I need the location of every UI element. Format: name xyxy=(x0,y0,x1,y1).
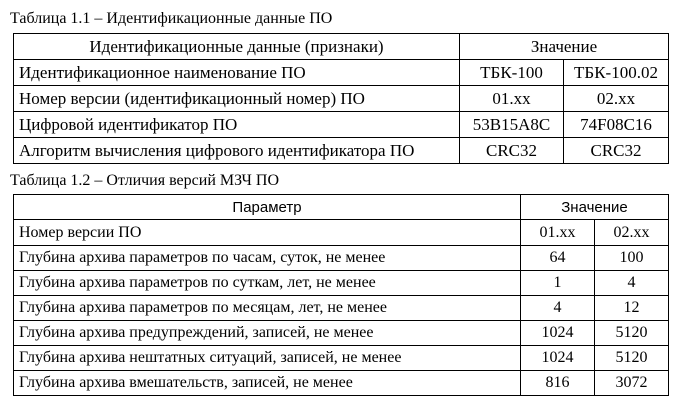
table-row xyxy=(14,112,669,138)
row-value-1: CRC32 xyxy=(460,138,564,164)
row-value-2: 100 xyxy=(595,246,669,271)
table-row xyxy=(14,138,669,164)
software-identification-table xyxy=(13,33,669,164)
table-row xyxy=(14,296,669,321)
row-label: Глубина архива нештатных ситуаций, записей, не менее xyxy=(14,346,521,371)
row-label: Глубина архива вмешательств, записей, не менее xyxy=(14,371,521,396)
row-value-2: 12 xyxy=(595,296,669,321)
row-value-2: ТБК-100.02 xyxy=(564,60,669,86)
table2-caption: Таблица 1.2 – Отличия версий МЗЧ ПО xyxy=(10,172,280,189)
row-value-2: 74F08C16 xyxy=(564,112,669,138)
row-value-1: ТБК-100 xyxy=(460,60,564,86)
table-row xyxy=(14,86,669,112)
table-row xyxy=(14,271,669,296)
header-cell-attributes: Идентификационные данные (признаки) xyxy=(14,34,460,60)
table-header-row xyxy=(14,34,669,60)
row-value-2: 3072 xyxy=(595,371,669,396)
table-row xyxy=(14,220,669,246)
table-row xyxy=(14,60,669,86)
firmware-version-differences-table xyxy=(13,194,669,396)
row-label: Алгоритм вычисления цифрового идентификатора ПО xyxy=(14,138,460,164)
table-row xyxy=(14,321,669,346)
row-value-2: CRC32 xyxy=(564,138,669,164)
row-value-2: 5120 xyxy=(595,321,669,346)
row-value-1: 4 xyxy=(521,296,595,321)
table1-caption: Таблица 1.1 – Идентификационные данные ПО xyxy=(10,10,333,27)
row-value-1: 01.xx xyxy=(460,86,564,112)
header-cell-value: Значение xyxy=(460,34,669,60)
row-value-1: 64 xyxy=(521,246,595,271)
table-row xyxy=(14,246,669,271)
row-label: Глубина архива параметров по суткам, лет, не менее xyxy=(14,271,521,296)
row-label: Глубина архива предупреждений, записей, не менее xyxy=(14,321,521,346)
row-value-1: 1024 xyxy=(521,321,595,346)
row-value-1: 53B15A8C xyxy=(460,112,564,138)
row-label: Цифровой идентификатор ПО xyxy=(14,112,460,138)
row-label: Глубина архива параметров по часам, суток, не менее xyxy=(14,246,521,271)
table-header-row xyxy=(14,195,669,220)
table-row xyxy=(14,346,669,371)
row-label: Номер версии ПО xyxy=(14,220,521,246)
row-value-2: 4 xyxy=(595,271,669,296)
row-value-1: 1 xyxy=(521,271,595,296)
row-value-2: 02.xx xyxy=(595,220,669,246)
row-label: Идентификационное наименование ПО xyxy=(14,60,460,86)
row-value-1: 1024 xyxy=(521,346,595,371)
row-label: Номер версии (идентификационный номер) ПО xyxy=(14,86,460,112)
row-label: Глубина архива параметров по месяцам, лет, не менее xyxy=(14,296,521,321)
row-value-2: 02.xx xyxy=(564,86,669,112)
header-cell-value: Значение xyxy=(521,195,669,220)
row-value-2: 5120 xyxy=(595,346,669,371)
row-value-1: 01.xx xyxy=(521,220,595,246)
header-cell-parameter: Параметр xyxy=(14,195,521,220)
table-row xyxy=(14,371,669,396)
row-value-1: 816 xyxy=(521,371,595,396)
